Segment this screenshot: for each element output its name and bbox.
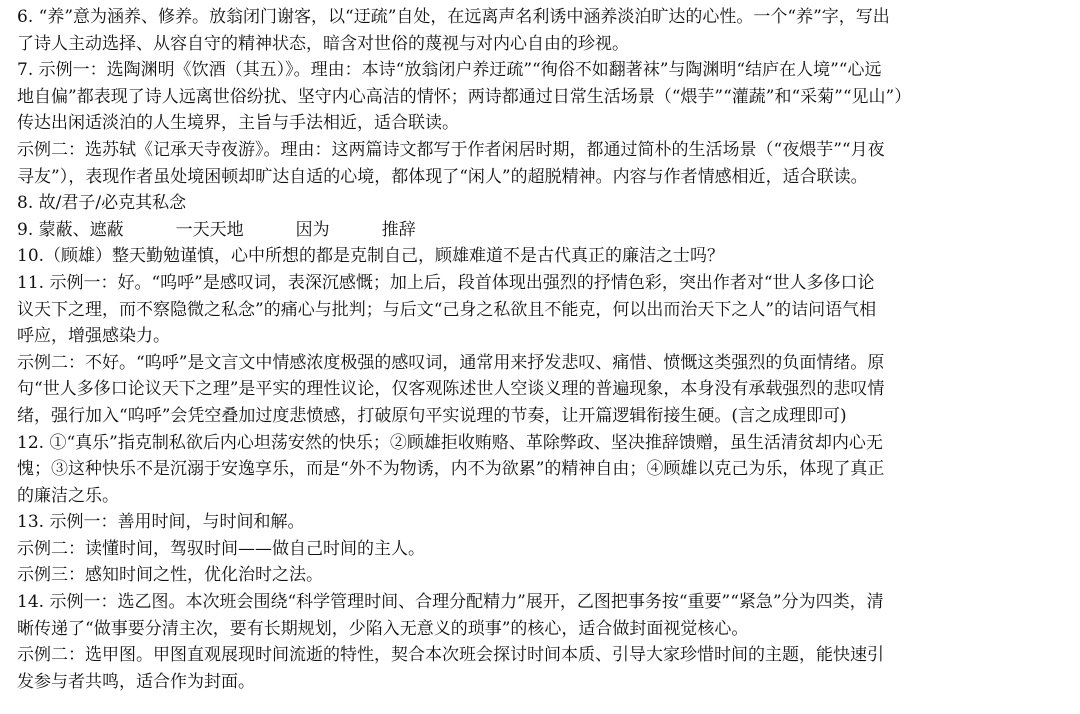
answer-7-line-3: 传达出闲适淡泊的人生境界，主旨与手法相近，适合联读。 [17,113,459,134]
answer-11-line-1: 11. 示例一：好。“呜呼”是感叹词，表深沉感慨；加上后，段首体现出强烈的抒情色彩，突出作者对“世人多侈口论 [17,272,875,293]
answer-9-item: 因为 [295,219,330,240]
answer-11-example2-line-3: 绪，强行加入“呜呼”会凭空叠加过度悲愤感，打破原句平实说理的节奏，让开篇逻辑衔接生硬。(言之成理即可) [17,405,847,426]
answer-9-number: 9. [17,219,39,240]
answer-9-line [17,217,1066,244]
answer-13-example2: 示例二：读懂时间，驾驭时间——做自己时间的主人。 [17,538,425,559]
answer-7-example2-line-2: 寻友”），表现作者虽处境困顿却旷达自适的心境，都体现了“闲人”的超脱精神。内容与作者情感相近，适合联读。 [17,166,868,187]
answer-11-example2-line-2: 句“世人多侈口论议天下之理”是平实的理性议论，仅客观陈述世人空谈义理的普遍现象，本身没有承载强烈的悲叹情 [17,379,885,400]
answer-9-item: 一天天地 [175,219,244,240]
answer-11-example2-line-1: 示例二：不好。“呜呼”是文言文中情感浓度极强的感叹词，通常用来抒发悲叹、痛惜、愤慨这类强烈的负面情绪。原 [17,352,885,373]
answer-10-line: 10.（顾雄）整天勤勉谨慎，心中所想的都是克制自己，顾雄难道不是古代真正的廉洁之士吗？ [17,246,725,267]
answer-9-item: 推辞 [381,219,416,240]
answer-7-line-2: 地自偏”都表现了诗人远离世俗纷扰、坚守内心高洁的情怀；两诗都通过日常生活场景（“煨芋”“灌蔬”和“采菊”“见山”） [17,86,912,107]
answer-7-line-1: 7. 示例一：选陶渊明《饮酒（其五）》。理由：本诗“放翁闭户养迂疏”“徇俗不如翻著袜”与陶渊明“结庐在人境”“心远 [17,60,882,81]
answer-11-line-3: 呼应，增强感染力。 [17,326,170,347]
answer-8-line: 8. 故/君子/必克其私念 [17,193,187,214]
answer-6-line-2: 了诗人主动选择、从容自守的精神状态，暗含对世俗的蔑视与对内心自由的珍视。 [17,33,629,54]
answer-14-example2-line-2: 发参与者共鸣，适合作为封面。 [17,671,255,692]
answer-14-line-2: 晰传递了“做事要分清主次，要有长期规划，少陷入无意义的琐事”的核心，适合做封面视觉核心。 [17,618,749,639]
answer-13-example3: 示例三：感知时间之性，优化治时之法。 [17,565,323,586]
answer-7-example2-line-1: 示例二：选苏轼《记承天寺夜游》。理由：这两篇诗文都写于作者闲居时期，都通过简朴的生活场景（“夜煨芋”“月夜 [17,139,885,160]
answer-11-line-2: 议天下之理，而不察隐微之私念”的痛心与批判；与后文“己身之私欲且不能克，何以出而治天下之人”的诘问语气相 [17,299,877,320]
answer-12-line-3: 的廉洁之乐。 [17,485,119,506]
answer-13-example1: 13. 示例一：善用时间，与时间和解。 [17,512,305,533]
answer-14-example2-line-1: 示例二：选甲图。甲图直观展现时间流逝的特性，契合本次班会探讨时间本质、引导大家珍惜时间的主题，能快速引 [17,645,884,666]
answer-6-line-1: 6. “养”意为涵养、修养。放翁闭门谢客，以“迂疏”自处，在远离声名利诱中涵养淡泊旷达的心性。一个“养”字，写出 [17,7,890,27]
answer-12-line-2: 愧；③这种快乐不是沉溺于安逸享乐，而是“外不为物诱，内不为欲累”的精神自由；④顾雄以克己为乐，体现了真正 [17,459,885,480]
answer-9-item: 蒙蔽、遮蔽 [38,219,124,240]
answer-14-line-1: 14. 示例一：选乙图。本次班会围绕“科学管理时间、合理分配精力”展开，乙图把事务按“重要”“紧急”分为四类，清 [17,592,884,613]
answer-12-line-1: 12. ①“真乐”指克制私欲后内心坦荡安然的快乐；②顾雄拒收贿赂、革除弊政、坚决推辞馈赠，虽生活清贫却内心无 [17,432,883,453]
